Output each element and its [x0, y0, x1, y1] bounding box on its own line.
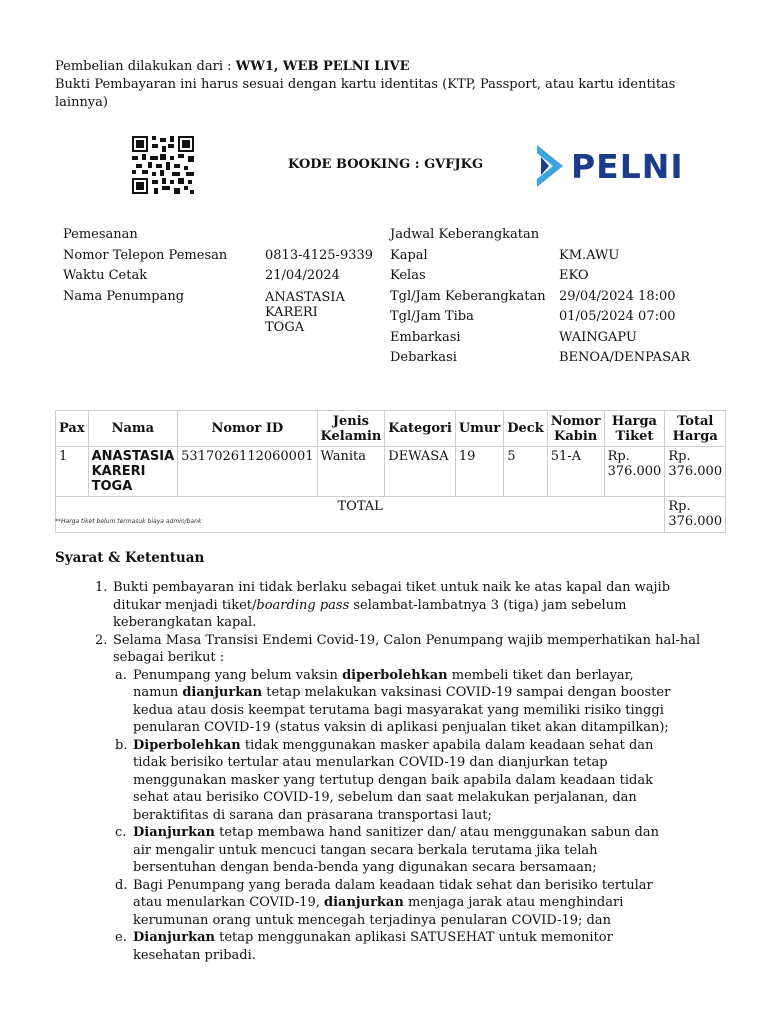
info-value: KM.AWU	[559, 247, 620, 263]
header-line: Kelamin	[320, 428, 382, 444]
cell-harga	[604, 447, 665, 497]
subterm-letter: d.	[115, 877, 128, 893]
col-header-deck: Deck	[504, 411, 547, 447]
term-text-italic: boarding pass	[256, 597, 350, 613]
col-header-jenis-kelamin	[317, 411, 385, 447]
info-row	[390, 246, 690, 267]
info-row	[63, 266, 373, 287]
info-label: Waktu Cetak	[63, 268, 148, 283]
info-value: 01/05/2024 07:00	[559, 309, 676, 324]
col-header-nomor-id: Nomor ID	[178, 411, 317, 447]
header-line: Harga	[672, 428, 718, 444]
col-header-nomor-kabin	[547, 411, 604, 447]
pelni-logo-text: PELNI	[571, 146, 684, 186]
jadwal-title: Jadwal Keberangkatan	[390, 227, 540, 242]
subterm-text	[133, 877, 678, 930]
table-row	[56, 447, 726, 497]
col-header-kategori: Kategori	[385, 411, 456, 447]
subterm-item	[115, 929, 720, 964]
purchase-source-line	[55, 58, 715, 76]
subterm-text	[133, 824, 678, 877]
passenger-table	[55, 410, 726, 533]
info-label: Tgl/Jam Keberangkatan	[390, 288, 546, 304]
name-line: KARERI	[91, 464, 146, 479]
term-text-part: selambat-lambatnya 3 (tiga) jam sebelum keberangkatan kapal.	[113, 597, 627, 630]
subterm-item	[115, 877, 720, 930]
total-value	[665, 497, 726, 533]
info-label: Debarkasi	[390, 350, 457, 365]
col-header-pax: Pax	[56, 411, 89, 447]
passenger-name	[265, 287, 345, 335]
subterm-item	[115, 667, 720, 737]
info-row	[390, 287, 690, 308]
price-line: Rp.	[607, 449, 630, 464]
subterm-letter: c.	[115, 825, 127, 840]
header-line: Nomor	[550, 413, 601, 429]
info-value: WAINGAPU	[559, 329, 637, 345]
header-line: Harga	[611, 413, 657, 429]
cell-nama	[88, 447, 178, 497]
cell-jenis: Wanita	[317, 447, 385, 497]
col-header-harga-tiket	[604, 411, 665, 447]
pelni-logo-icon	[535, 143, 565, 189]
text-part: Penumpang yang belum vaksin	[133, 667, 343, 683]
name-line: TOGA	[91, 479, 133, 494]
subterm-text	[133, 929, 678, 964]
text-part: tetap membawa hand sanitizer dan/ atau menggunakan sabun dan air mengalir untuk mencuci tangan secara berkala terutama jika telah bersentuhan dengan benda-benda yang digunakan secara bersamaan;	[133, 825, 659, 875]
passenger-name-line: KARERI	[265, 304, 318, 320]
purchase-header	[55, 58, 715, 112]
text-part: Bagi Penumpang yang berada dalam keadaan tidak sehat dan berisiko tertular atau menularkan COVID-19,	[133, 877, 653, 910]
term-number: 2.	[95, 632, 108, 648]
info-row	[390, 266, 690, 287]
text-bold: diperbolehkan	[342, 667, 448, 683]
text-bold: Dianjurkan	[133, 825, 215, 840]
info-row	[390, 348, 690, 369]
total-label: TOTAL	[56, 497, 665, 533]
info-row	[63, 246, 373, 267]
info-label: Embarkasi	[390, 329, 461, 345]
passenger-name-line: TOGA	[265, 319, 305, 335]
term-number: 1.	[95, 580, 108, 595]
header-line: Tiket	[615, 428, 654, 444]
pelni-logo	[535, 143, 684, 189]
term-text	[113, 579, 713, 632]
table-total-row	[56, 497, 726, 533]
text-bold: dianjurkan	[324, 895, 404, 910]
cell-kabin: 51-A	[547, 447, 604, 497]
price-line: Rp.	[668, 449, 691, 464]
table-header-row	[56, 411, 726, 447]
subterm-letter: e.	[115, 930, 127, 945]
cell-pax: 1	[56, 447, 89, 497]
text-part: membeli tiket dan berlayar, namun	[133, 667, 634, 700]
pemesanan-section	[63, 225, 373, 335]
price-footnote: **Harga tiket belum termasuk biaya admin/bank	[55, 518, 202, 525]
term-text-part: Bukti pembayaran ini tidak berlaku sebagai tiket untuk naik ke atas kapal dan wajib ditukar menjadi tiket/	[113, 580, 671, 613]
info-label: Kelas	[390, 268, 426, 283]
purchase-source: WW1, WEB PELNI LIVE	[235, 59, 410, 74]
name-line: ANASTASIA	[91, 449, 175, 464]
cell-deck: 5	[504, 447, 547, 497]
text-part: menjaga jarak atau menghindari kerumunan orang untuk mencegah terjadinya penularan COVID-19; dan	[133, 895, 624, 928]
subterm-item	[115, 737, 720, 825]
proof-note-line1: Bukti Pembayaran ini harus sesuai dengan kartu identitas (KTP, Passport, atau kartu identitas	[55, 77, 676, 92]
text-part: tetap melakukan vaksinasi COVID-19 sampai dengan booster kedua atau dosis keempat terutama bagi masyarakat yang memiliki risiko tinggi penularan COVID-19 (status vaksin di aplikasi penjualan tiket akan ditampilkan);	[133, 685, 671, 735]
cell-umur: 19	[455, 447, 503, 497]
info-label: Nama Penumpang	[63, 288, 185, 304]
cell-total	[665, 447, 726, 497]
price-line: 376.000	[607, 464, 662, 479]
price-line: 376.000	[668, 514, 723, 529]
info-value: EKO	[559, 268, 589, 283]
subterm-text	[133, 737, 678, 825]
cell-nomor-id: 5317026112060001	[178, 447, 317, 497]
info-row	[390, 307, 690, 328]
info-label: Tgl/Jam Tiba	[390, 309, 474, 324]
col-header-umur: Umur	[455, 411, 503, 447]
subterm-letter: b.	[115, 737, 128, 753]
subterm-letter: a.	[115, 667, 127, 683]
purchase-prefix: Pembelian dilakukan dari :	[55, 59, 236, 74]
price-line: Rp.	[668, 499, 691, 514]
info-value: 29/04/2024 18:00	[559, 288, 676, 304]
info-row	[63, 287, 373, 335]
terms-title: Syarat & Ketentuan	[55, 550, 205, 566]
col-header-nama: Nama	[88, 411, 178, 447]
info-label: Kapal	[390, 247, 428, 263]
text-bold: dianjurkan	[182, 685, 263, 700]
booking-code: KODE BOOKING : GVFJKG	[288, 157, 484, 172]
text-part: tetap menggunakan aplikasi SATUSEHAT untuk memonitor kesehatan pribadi.	[133, 930, 613, 963]
price-line: 376.000	[668, 464, 723, 479]
term-item	[95, 579, 720, 632]
qr-code-icon	[132, 136, 194, 194]
text-bold: Diperbolehkan	[133, 737, 241, 753]
term-item	[95, 632, 720, 667]
header-line: Jenis	[332, 413, 369, 429]
proof-note-line2: lainnya)	[55, 95, 108, 110]
subterm-item	[115, 824, 720, 877]
cell-kategori: DEWASA	[385, 447, 456, 497]
term-text: Selama Masa Transisi Endemi Covid-19, Calon Penumpang wajib memperhatikan hal-hal sebagai berikut :	[113, 632, 701, 665]
info-value: 0813-4125-9339	[265, 247, 374, 263]
passenger-name-line: ANASTASIA	[265, 289, 345, 305]
pemesanan-title: Pemesanan	[63, 227, 138, 242]
subterm-text	[133, 667, 678, 737]
header-line: Total	[677, 413, 714, 429]
header-line: Kabin	[554, 428, 598, 444]
jadwal-section	[390, 225, 690, 369]
info-label: Nomor Telepon Pemesan	[63, 247, 228, 263]
info-value: 21/04/2024	[265, 268, 340, 283]
terms-list	[95, 579, 720, 964]
col-header-total-harga	[665, 411, 726, 447]
text-bold: Dianjurkan	[133, 930, 215, 945]
text-part: tidak menggunakan masker apabila dalam keadaan sehat dan tidak berisiko tertular atau menularkan COVID-19 dan dianjurkan tetap menggunakan masker yang tertutup dengan baik apabila dalam keadaan tidak sehat atau berisiko COVID-19, sebelum dan saat melakukan perjalanan, dan beraktifitas di sarana dan prasarana transportasi laut;	[133, 737, 654, 823]
info-row	[390, 328, 690, 349]
info-value: BENOA/DENPASAR	[559, 350, 691, 365]
